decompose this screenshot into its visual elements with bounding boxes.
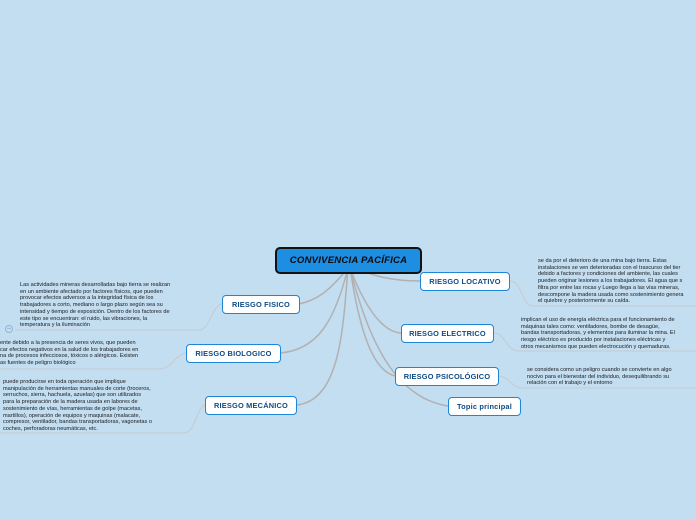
note-line: se da por el deterioro de una mina bajo tierra. Estas bbox=[538, 258, 667, 264]
note-line: as fuentes de peligro biológico bbox=[0, 360, 76, 367]
note-line: puede producirse en toda operación que implique bbox=[3, 379, 126, 385]
note-line: implican el uso de energía eléctrica para el funcionamiento de bbox=[521, 317, 675, 323]
node-topic-principal[interactable]: Topic principal bbox=[448, 397, 521, 416]
note-line: relación con el trabajo y el entorno bbox=[527, 380, 613, 387]
node-riesgo-psicologico[interactable]: RIESGO PSICOLÓGICO bbox=[395, 367, 499, 386]
note-line: para la preparación de la madera usada en labores de bbox=[3, 399, 138, 406]
note-line: manipulación de herramientas manuales de corte (troceros, bbox=[3, 385, 151, 392]
note-riesgo-psicologico bbox=[527, 367, 696, 387]
note-line: se considera como un peligro cuando se convierte en algo bbox=[527, 367, 672, 373]
note-line: instalaciones se ven deterioradas con el trascurso del tier bbox=[538, 264, 681, 271]
note-line: Las actividades mineras desarrolladas bajo tierra se realizan bbox=[20, 282, 171, 288]
note-line: riesgo eléctrico es producido por instalaciones eléctricas y bbox=[521, 337, 666, 344]
note-line: intensidad y tiempo de exposición. Dentro de los factores de bbox=[20, 308, 170, 315]
note-line: pueden originar lesiones a los trabajadores. El agua que s bbox=[538, 278, 683, 285]
note-line: sostenimiento de vías, herramientas de golpe (macetas, bbox=[3, 405, 142, 412]
node-riesgo-fisico[interactable]: RIESGO FISICO bbox=[222, 295, 300, 314]
note-line: otros mecanismos que pueden electrocución y quemaduras. bbox=[521, 343, 671, 350]
node-riesgo-mecanico[interactable]: RIESGO MECÁNICO bbox=[205, 396, 297, 415]
note-line: serruchos, sierra, hachuela, azuelas) que son utilizados bbox=[3, 392, 142, 399]
note-line: trabajadores a corto, mediano o largo plazo según sea su bbox=[20, 302, 163, 309]
central-topic[interactable]: CONVIVENCIA PACÍFICA bbox=[275, 247, 422, 274]
note-line: temperatura y la iluminación bbox=[20, 322, 90, 329]
note-line: debido a factores y condiciones del ambiente, las cuales bbox=[538, 271, 678, 278]
note-line: coches, perforadoras neumáticas, etc. bbox=[3, 425, 98, 432]
note-line: en un ambiente afectado por factores físicos, que pueden bbox=[20, 288, 163, 295]
connector-mecanico bbox=[297, 268, 348, 405]
note-line: bandas transportadoras, y elementos para iluminar la mina. El bbox=[521, 330, 675, 337]
note-line: ente debido a la presencia de seres vivos, que pueden bbox=[0, 340, 136, 346]
note-line: provocar efectos adversos a la integridad física de los bbox=[20, 295, 154, 302]
note-line: máquinas tales como: ventiladores, bombe de desagüe, bbox=[521, 323, 660, 330]
connector-electrico bbox=[350, 268, 401, 333]
note-line: car efectos negativos en la salud de los trabajadores en bbox=[0, 346, 139, 353]
note-riesgo-mecanico bbox=[3, 379, 188, 433]
note-riesgo-electrico bbox=[521, 317, 696, 351]
note-line: martillos), operación de equipos y maquinas (malacate, bbox=[3, 412, 141, 419]
note-line: nocivo para el bienestar del individuo, desequilibrando su bbox=[527, 373, 670, 380]
note-line: filtra por entre las rocas y Luego llega a las vías mineras, bbox=[538, 284, 680, 291]
node-riesgo-biologico[interactable]: RIESGO BIOLOGICO bbox=[186, 344, 281, 363]
note-line: descompone la madera usada como sostenimiento genera bbox=[538, 291, 684, 298]
note-riesgo-locativo bbox=[538, 258, 696, 305]
note-line: este tipo se encuentran: el ruido, las vibraciones, la bbox=[20, 315, 148, 322]
node-riesgo-electrico[interactable]: RIESGO ELECTRICO bbox=[401, 324, 494, 343]
note-riesgo-fisico bbox=[20, 282, 210, 329]
note-line: el quiebre y posteriormente su caída. bbox=[538, 298, 631, 305]
note-line: na de procesos infecciosos, tóxicos o alérgicos. Existen bbox=[0, 353, 139, 360]
note-riesgo-biologico bbox=[0, 340, 170, 367]
collapse-circle-icon[interactable]: − bbox=[6, 325, 12, 332]
node-riesgo-locativo[interactable]: RIESGO LOCATIVO bbox=[420, 272, 510, 291]
note-line: compresor, ventilador, bandas transportadoras, vagonetas o bbox=[3, 419, 152, 426]
